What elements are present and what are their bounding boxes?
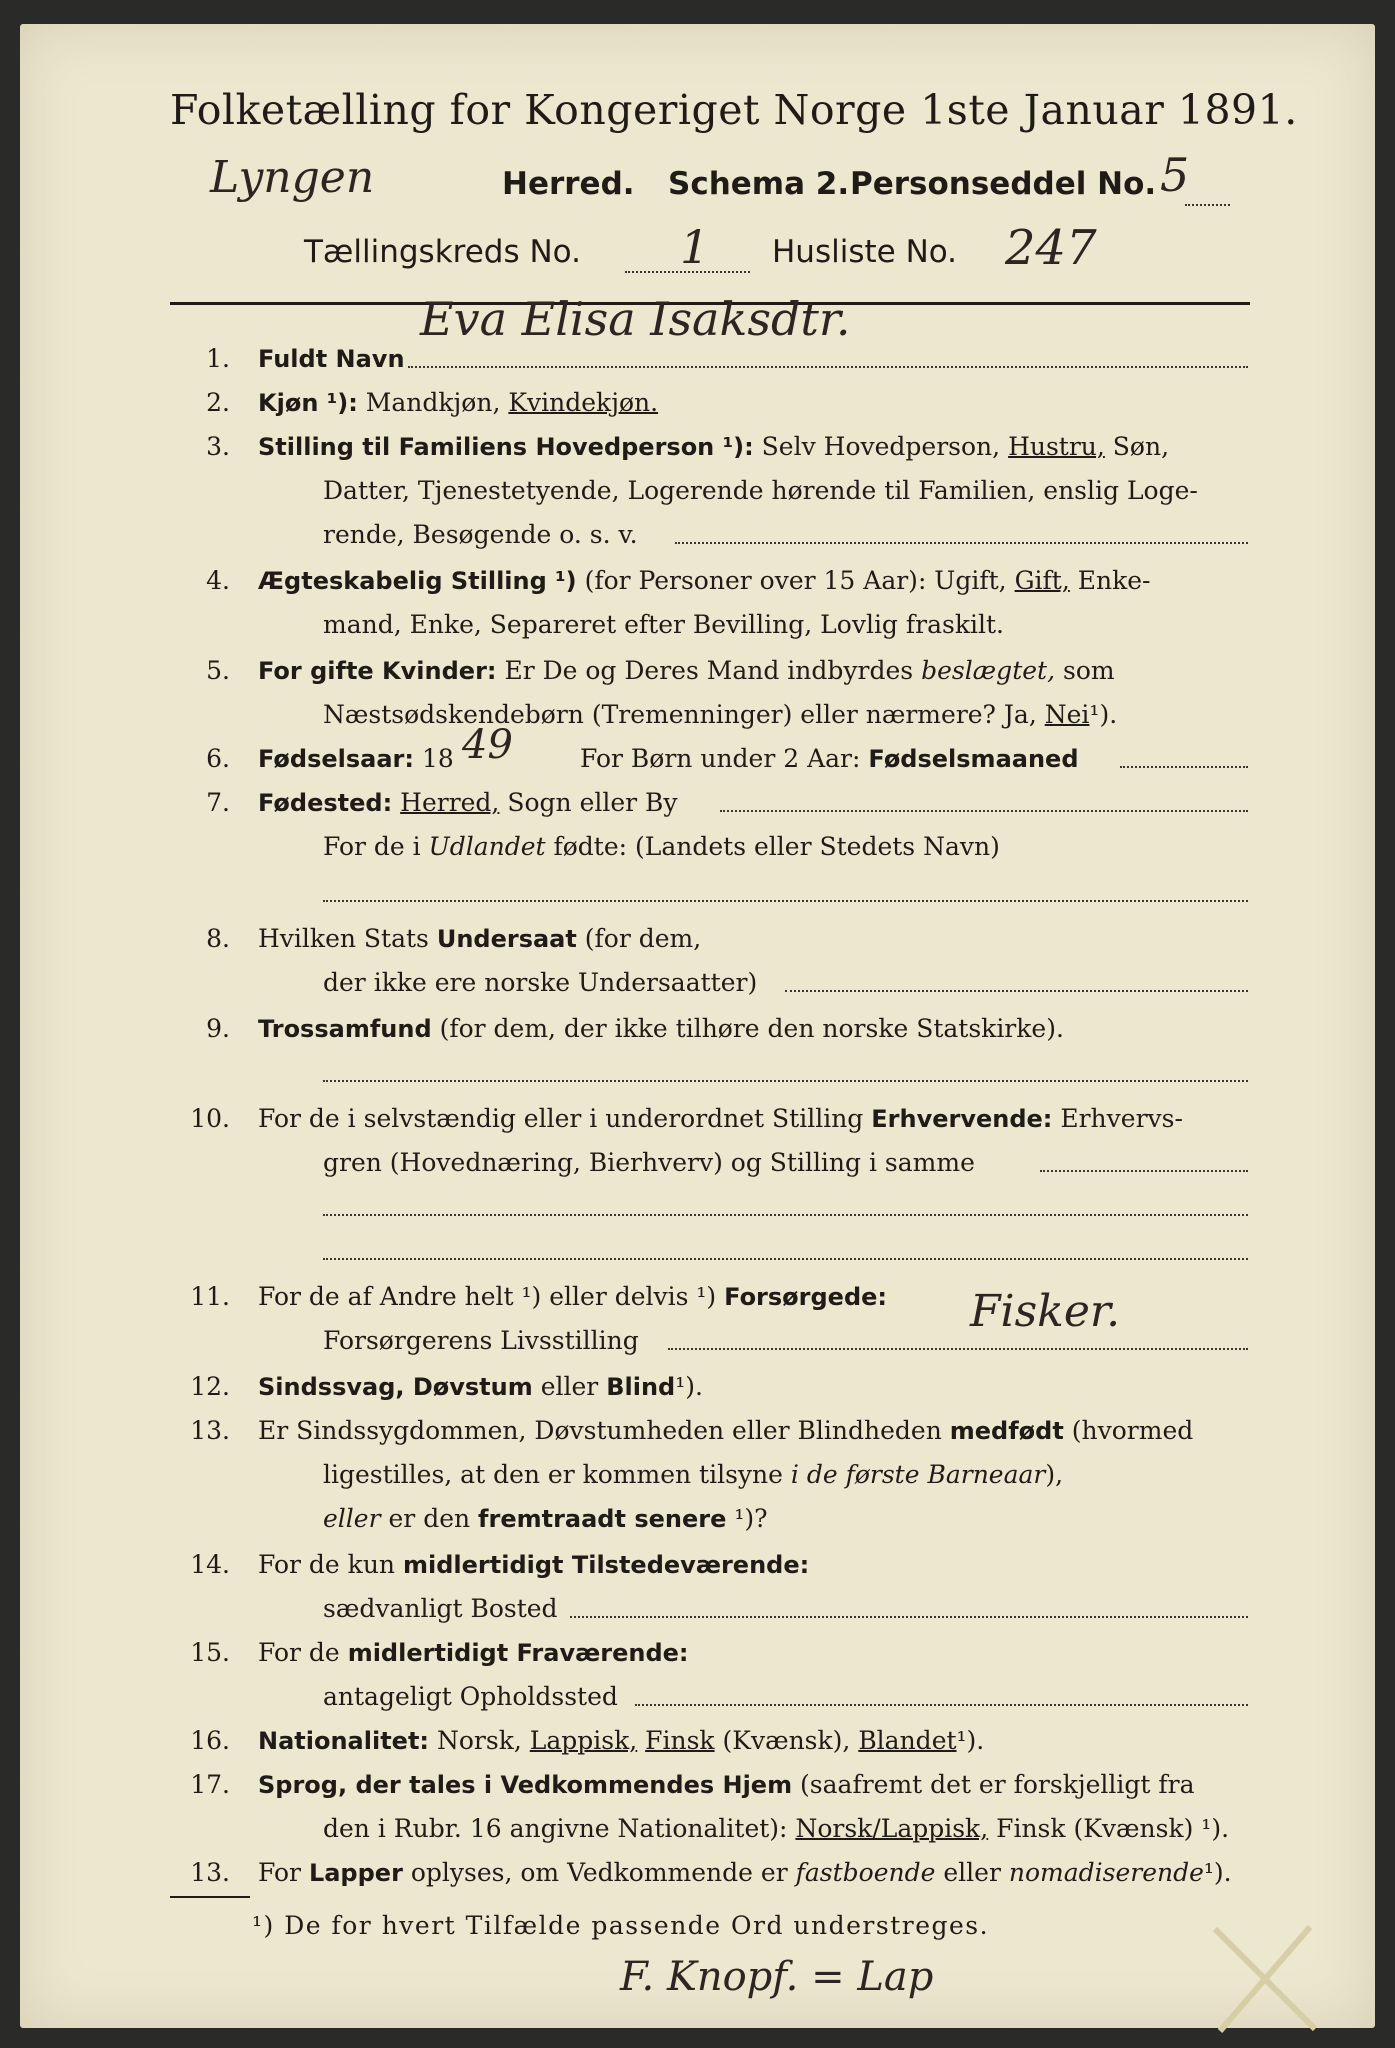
fuldt-navn-label: Fuldt Navn [258,345,405,373]
schema-label: Schema 2. [668,166,850,202]
footnote: ¹) De for hvert Tilfælde passende Ord understreges. [252,1911,990,1940]
fuldt-navn-value: Eva Elisa Isaksdtr. [420,292,851,346]
personseddel-dots [1185,204,1230,206]
personseddel-label: Personseddel No. [850,166,1157,202]
kreds-dots [625,271,750,273]
forsorger-livsstilling-value: Fisker. [970,1286,1121,1337]
herred-name: Lyngen [210,152,375,203]
husliste-label: Husliste No. [772,234,958,270]
census-form: Folketælling for Kongeriget Norge 1ste Januar 1891. Lyngen Herred. Schema 2. Personseddel No. 5 Tællingskreds No. 1 Husliste No. 247 1. Fuldt Navn Eva Elisa Isaksdtr. 2. Kjøn ¹): Mandkjøn, Kvindekjøn. 3. Stilling til Familiens Hovedperson ¹): Selv Hovedperson, Hustru, Søn, Datter, Tjenestetyende, Logerende hørende til Familien, enslig Loge- rende, Besøgende o. s. v. 4. Ægteskabelig Stilling ¹) (for Personer over 15 Aar): Ugift, Gift, Enke- mand, Enke, Separeret efter Bevilling, Lovlig fraskilt. 5. For gifte Kvinder: Er De og Deres Mand indbyrdes beslægtet, som Næstsødskendebørn (Tremenninger) eller nærmere? Ja, Nei¹). 6. Fødselsaar: 18 For Børn under 2 Aar: Fødselsmaaned 49 7. Fødested: Herred, Sogn eller By For de i Udlandet fødte: (Landets eller Stedets Navn) 8. Hvilken Stats Undersaat (for dem, der ikke ere norske Undersaatter) 9. Trossamfund (for dem, der ikke tilhøre den norske Statskirke). 10. For de i selvstændig eller i underordnet Stilling Erhvervende: Erhvervs- gren (Hovednæring, Bierhverv) og Stilling i samme 11. For de af Andre helt ¹) eller delvis ¹) Forsørgede: Forsørgerens Livsstilling Fisker. 12. Sindssvag, Døvstum eller Blind¹). 13. Er Sindssygdommen, Døvstumheden eller Blindheden medfødt (hvormed ligestilles, at den er kommen tilsyne i de første Barneaar), eller er den fremtraadt senere ¹)? 14. For de kun midlertidigt Tilstedeværende: sædvanligt Bosted 15. For de midlertidigt Fraværende: antageligt Opholdssted 16. Nationalitet: Norsk, Lappisk, Finsk (Kvænsk), Blandet¹). 17. Sprog, der tales i Vedkommendes Hjem (saafremt det er forskjelligt fra den i Rubr. 16 angivne Nationalitet): Norsk/Lappisk, Finsk (Kvænsk) ¹). 13. For Lapper oplyses, om Vedkommende er fastboende eller nomadiserende¹). ¹) De for hvert Tilfælde passende Ord understreges. F. Knopf. = Lap [20,24,1375,2028]
kreds-number: 1 [680,220,710,274]
husliste-number: 247 [1005,220,1097,276]
hustru-underlined: Hustru, [1008,432,1105,461]
herred-underlined: Herred, [400,788,500,817]
herred-label: Herred. [502,166,635,202]
nei-underlined: Nei [1044,700,1090,729]
kvindekjon-underlined: Kvindekjøn. [508,388,659,417]
gift-underlined: Gift, [1014,566,1070,595]
personseddel-number: 5 [1160,148,1190,202]
signature: F. Knopf. = Lap [620,1954,934,2000]
form-title: Folketælling for Kongeriget Norge 1ste Januar 1891. [170,86,1298,134]
fodselsaar-value: 49 [462,722,513,768]
x-mark-icon [1205,1919,1325,2039]
fuldt-navn-dots [408,366,1248,368]
footnote-rule [170,1896,250,1898]
kreds-label: Tællingskreds No. [304,234,581,270]
